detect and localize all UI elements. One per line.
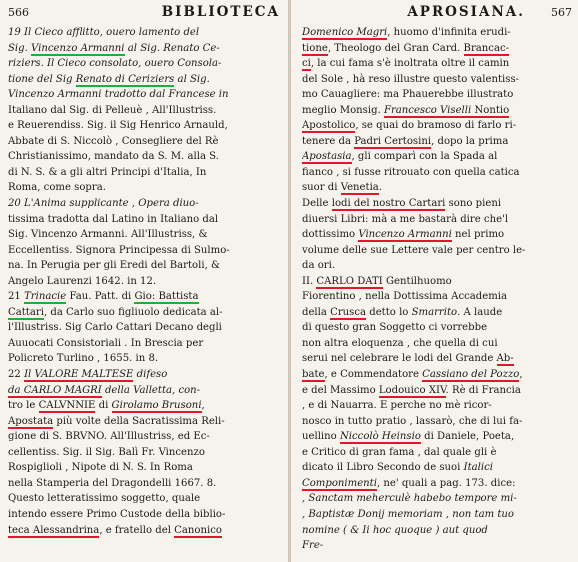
text-line	[8, 351, 280, 367]
text-line	[8, 258, 280, 274]
underlined-text: CARLO DATI	[316, 275, 383, 287]
text-line	[302, 25, 572, 41]
text-line	[8, 196, 280, 212]
text-segment: uellino	[302, 431, 340, 443]
text-line	[8, 274, 280, 290]
text-line	[302, 305, 572, 321]
text-segment: Italici	[463, 462, 493, 474]
text-line	[8, 103, 280, 119]
text-segment: II.	[302, 275, 317, 287]
text-line	[8, 491, 280, 507]
text-segment: Fau. Patt. di	[66, 291, 135, 303]
text-line	[8, 212, 280, 228]
text-segment: dottissimo	[302, 229, 359, 241]
text-segment: ,	[519, 369, 523, 381]
text-line	[302, 180, 572, 196]
text-segment: di questo gran Soggetto ci vorrebbe	[302, 322, 488, 334]
text-line	[8, 72, 280, 88]
text-segment: mo Cauagliere: ma Phauerebbe illustrato	[302, 89, 514, 101]
text-line	[302, 165, 572, 181]
underlined-text: Padri Certosini	[354, 135, 432, 147]
text-line	[8, 336, 280, 352]
text-line	[8, 320, 280, 336]
text-segment: , gli comparì con la Spada al	[351, 151, 498, 163]
right-page-body	[302, 25, 572, 554]
text-line	[302, 196, 572, 212]
text-segment: , Theologo del Gran Card.	[327, 42, 464, 54]
text-line	[302, 87, 572, 103]
text-segment: , da Carlo suo figliuolo dedicata al-	[43, 306, 223, 318]
text-line	[302, 289, 572, 305]
text-line	[302, 398, 572, 414]
text-line	[8, 227, 280, 243]
text-line	[302, 523, 572, 539]
right-running-head: APROSIANA.	[407, 4, 525, 20]
text-line	[8, 118, 280, 134]
underlined-text: Brancac-	[463, 42, 510, 54]
text-line	[8, 507, 280, 523]
text-line	[302, 445, 572, 461]
text-segment: Roma, come sopra.	[8, 182, 106, 194]
underlined-text: Il VALORE MALTESE	[24, 369, 134, 381]
text-segment: Christianissimo, mandato da S. M. alla S.	[8, 151, 219, 163]
text-segment: , Sanctam meherculè habebo tempore mi-	[302, 493, 517, 505]
text-segment: della	[302, 306, 331, 318]
text-segment: della Valletta, con-	[101, 384, 201, 396]
text-line	[302, 41, 572, 57]
text-segment: ,	[201, 400, 205, 412]
underlined-text: ci	[302, 58, 311, 70]
text-line	[8, 414, 280, 430]
text-line	[8, 383, 280, 399]
underlined-text: Apostolico	[302, 120, 356, 132]
text-segment: meglio Monsig.	[302, 104, 384, 116]
text-segment: e Critico di gran fama , dal quale gli è	[302, 446, 497, 458]
right-page-header	[302, 4, 572, 24]
underlined-text: teca Alessandrina	[8, 524, 100, 536]
text-line	[8, 25, 280, 41]
underlined-text: Crusca	[330, 306, 367, 318]
text-segment: , e di Nauarra. E perche no mè ricor-	[302, 400, 492, 412]
text-segment: tro le	[8, 400, 39, 412]
text-segment: , huomo d'infinita erudi-	[387, 27, 511, 38]
text-line	[8, 56, 280, 72]
text-line	[302, 383, 572, 399]
text-segment: di	[95, 400, 112, 412]
text-segment: Sig.	[8, 42, 32, 54]
underlined-text: tione	[302, 42, 328, 54]
text-segment: na. In Perugia per gli Eredi del Bartoli, &	[8, 260, 220, 272]
text-segment: cellentiss. Sig. il Sig. Balì Fr. Vincenzo	[8, 446, 205, 458]
text-line	[302, 103, 572, 119]
text-segment: 19 Il Cieco afflitto, ouero lamento del	[8, 27, 200, 38]
text-segment: , se quai do bramoso di farlo ri-	[355, 120, 517, 132]
text-line	[8, 180, 280, 196]
text-segment: da ori.	[302, 260, 336, 272]
underlined-text: Lodouico XIV	[378, 384, 446, 396]
text-line	[302, 72, 572, 88]
text-line	[302, 414, 572, 430]
text-segment: Rospiglioli , Nipote di N. S. In Roma	[8, 462, 193, 474]
text-segment: al Sig.	[174, 73, 210, 85]
text-segment: Delle	[302, 198, 332, 210]
text-segment: fianco , si fusse ritrouato con quella catica	[302, 166, 520, 178]
text-line	[8, 149, 280, 165]
text-line	[302, 507, 572, 523]
underlined-text: CALVNNIE	[38, 400, 96, 412]
text-line	[302, 274, 572, 290]
text-line	[8, 87, 280, 103]
text-line	[302, 258, 572, 274]
text-segment: Gentilhuomo	[382, 275, 452, 287]
text-line	[8, 165, 280, 181]
text-line	[8, 476, 280, 492]
underlined-text: Nontio	[471, 104, 510, 116]
text-segment: tione del Sig	[8, 73, 76, 85]
text-segment: intendo essere Primo Custode della biblio-	[8, 508, 226, 520]
text-segment: . Rè di Francia	[445, 384, 521, 396]
underlined-text: Componimenti	[302, 477, 377, 489]
text-segment: difeso	[133, 369, 168, 381]
text-segment: , ne' quali a pag. 173. dice:	[376, 477, 516, 489]
text-line	[8, 305, 280, 321]
text-segment: Abbate di S. Niccolò , Consegliere del Rè	[8, 135, 219, 147]
text-line	[302, 118, 572, 134]
text-line	[8, 429, 280, 445]
text-segment: 21	[8, 291, 25, 303]
text-segment: , e fratello del	[99, 524, 175, 536]
underlined-text: Cassiano del Pozzo	[422, 369, 520, 381]
underlined-text: Vincenzo Armanni	[358, 229, 452, 241]
text-line	[8, 41, 280, 57]
text-segment: Smarrito	[411, 306, 458, 318]
underlined-text: Canonico	[174, 524, 222, 536]
underlined-text: lodi del nostro Cartari	[331, 198, 446, 210]
underlined-text: Niccolò Heinsio	[339, 431, 421, 443]
text-segment: Auuocati Consistoriali . In Brescia per	[8, 337, 204, 349]
text-segment: nosco in tutto pratio , lassarò, che di lui fa-	[302, 415, 523, 427]
underlined-text: Gio: Battista	[134, 291, 199, 303]
text-segment: Vincenzo Armanni tradotto dal Francese in	[8, 89, 229, 101]
text-segment: , Baptistæ Donij memoriam , non tam tuo	[302, 508, 515, 520]
text-segment: diuersi Libri: mà a me bastarà dire che'l	[302, 213, 509, 225]
text-segment: , dopo la prima	[431, 135, 509, 147]
underlined-text: Vincenzo Armanni	[31, 42, 125, 54]
text-segment: nel primo	[451, 229, 505, 241]
text-segment: .	[378, 182, 383, 194]
text-line	[302, 460, 572, 476]
text-line	[302, 351, 572, 367]
text-segment: detto lo	[366, 306, 412, 318]
underlined-text: Venetia	[340, 182, 379, 194]
underlined-text: Apostasia	[302, 151, 352, 163]
underlined-text: da CARLO MAGRI	[8, 384, 102, 396]
text-line	[8, 243, 280, 259]
underlined-text: Trinacie	[24, 291, 67, 303]
text-line	[302, 491, 572, 507]
text-segment: Fiorentino , nella Dottissima Accademia	[302, 291, 508, 303]
text-line	[8, 367, 280, 383]
text-line	[302, 476, 572, 492]
text-segment: l'Illustriss. Sig Carlo Cattari Decano degli	[8, 322, 222, 334]
underlined-text: Renato di Ceriziers	[75, 73, 175, 85]
text-line	[302, 367, 572, 383]
text-line	[302, 336, 572, 352]
underlined-text: bate	[302, 369, 325, 381]
underlined-text: Apostata	[8, 415, 54, 427]
text-line	[8, 523, 280, 539]
text-segment: al Sig. Renato Ce-	[124, 42, 220, 54]
text-segment: 20 L'Anima supplicante , Opera diuo-	[8, 198, 199, 210]
text-segment: non altra eloquenza , che quella di cui	[302, 337, 498, 349]
text-segment: tenere da	[302, 135, 355, 147]
text-line	[302, 134, 572, 150]
text-segment: e del Massimo	[302, 384, 379, 396]
text-line	[302, 56, 572, 72]
text-segment: riziers. Il Cieco consolato, ouero Consola-	[8, 58, 222, 70]
text-segment: di N. S. & a gli altri Principi d'Italia, In	[8, 166, 207, 178]
text-line	[302, 243, 572, 259]
text-line	[302, 320, 572, 336]
text-segment: dicato il Libro Secondo de suoi	[302, 462, 464, 474]
text-segment: e Reuerendiss. Sig. il Sig Henrico Arnauld,	[8, 120, 228, 132]
text-segment: serui nel celebrare le lodi del Grande	[302, 353, 497, 365]
text-segment: , e Commendatore	[324, 369, 423, 381]
text-line	[302, 149, 572, 165]
left-page-number: 566	[8, 6, 29, 19]
text-segment: Eccellentiss. Signora Principessa di Sulmo-	[8, 244, 230, 256]
text-line	[8, 460, 280, 476]
text-segment: , la cui fama s'è inoltrata oltre il camin	[310, 58, 510, 70]
text-segment: Angelo Laurenzi 1642. in 12.	[8, 275, 157, 287]
text-segment: Questo letteratissimo soggetto, quale	[8, 493, 201, 505]
text-segment: sono pieni	[445, 198, 502, 210]
text-segment: Policreto Turlino , 1655. in 8.	[8, 353, 159, 365]
text-segment: Italiano dal Sig. di Pelleuè , All'Illustriss.	[8, 104, 217, 116]
underlined-text: Cattari	[8, 306, 44, 318]
underlined-text: Ab-	[496, 353, 514, 365]
left-page	[0, 0, 286, 562]
text-line	[8, 289, 280, 305]
text-segment: nomine ( & Ii hoc quoque ) aut quod	[302, 524, 488, 536]
text-segment: tissima tradotta dal Latino in Italiano dal	[8, 213, 219, 225]
underlined-text: Girolamo Brusoni	[111, 400, 202, 412]
text-segment: gione di S. BRVNO. All'Illustriss, ed Ec-	[8, 431, 210, 443]
underlined-text: Domenico Magri	[302, 27, 388, 38]
text-segment: . A laude	[457, 306, 503, 318]
text-line	[8, 398, 280, 414]
text-segment: Fre-	[302, 540, 324, 552]
text-segment: nella Stamperia del Dragondelli 1667. 8.	[8, 477, 217, 489]
text-line	[302, 212, 572, 228]
text-segment: di Daniele, Poeta,	[420, 431, 515, 443]
text-segment: suor di	[302, 182, 341, 194]
text-segment: volume delle sue Lettere vale per centro le-	[302, 244, 526, 256]
left-running-head: BIBLIOTECA	[161, 4, 280, 20]
text-segment: più volte della Sacratissima Reli-	[53, 415, 225, 427]
text-segment: del Sole , hà reso illustre questo valentiss-	[302, 73, 520, 85]
text-line	[302, 227, 572, 243]
right-page-number: 567	[551, 6, 572, 19]
underlined-text: Francesco Viselli	[383, 104, 472, 116]
text-line	[302, 429, 572, 445]
text-line	[8, 134, 280, 150]
text-segment: 22	[8, 369, 25, 381]
left-page-header	[8, 4, 280, 24]
left-page-body	[8, 25, 280, 538]
text-segment: Sig. Vincenzo Armanni. All'Illustriss, &	[8, 229, 208, 241]
text-line	[8, 445, 280, 461]
page-gutter	[288, 0, 291, 562]
right-page	[294, 0, 578, 562]
text-line	[302, 538, 572, 554]
